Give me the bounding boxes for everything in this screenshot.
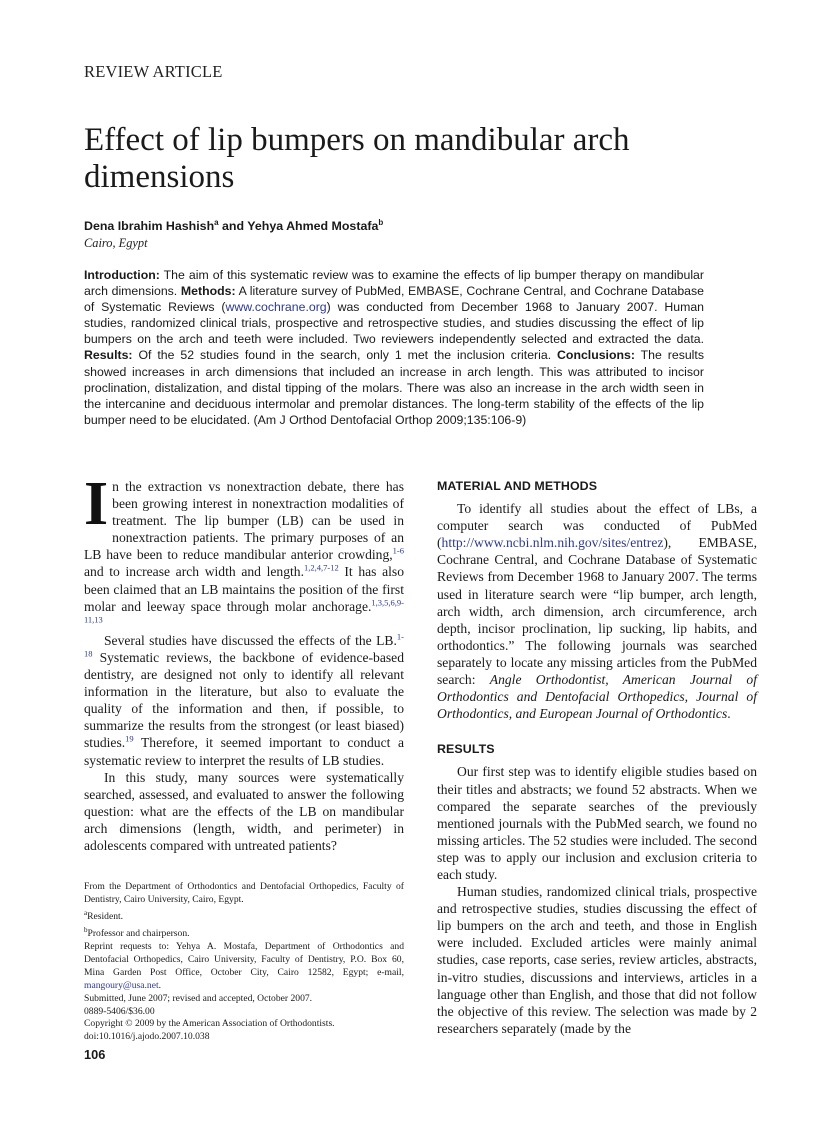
author-joiner: and bbox=[218, 219, 248, 234]
abstract-label-methods: Methods: bbox=[180, 284, 236, 299]
paragraph-text: It has also been claimed that an LB maintains the position of the first molar and leeway space through molar anchorage. bbox=[84, 564, 404, 614]
paragraph-text: To identify all studies about the effect of LBs, a computer search was conducted of PubMed ( bbox=[437, 501, 757, 551]
affiliation-mark: b bbox=[378, 218, 384, 227]
drop-cap: I bbox=[84, 470, 109, 538]
citation-ref[interactable]: 1-6 bbox=[392, 545, 404, 556]
footnote-text: . bbox=[158, 979, 162, 991]
citation-ref[interactable]: 1,3,5,6,9-11,13 bbox=[84, 597, 404, 625]
footnote-department: From the Department of Orthodontics and Dentofacial Orthopedics, Faculty of Dentistry, Cairo University, Cairo, Egypt. bbox=[84, 881, 404, 905]
abstract-methods: A literature survey of PubMed, EMBASE, Cochrane Central, and Cochrane Database of Systematic Reviews ( bbox=[84, 284, 704, 315]
paragraph-text: . bbox=[727, 706, 731, 722]
section-heading-results: RESULTS bbox=[437, 742, 495, 757]
author-line bbox=[84, 218, 383, 233]
journal-list: Angle Orthodontist, American Journal of Orthodontics and Dentofacial Orthopedics, Journal of Orthodontics, and European Journal of Orthodontics bbox=[437, 672, 757, 722]
paragraph-text: Several studies have discussed the effects of the LB. bbox=[104, 632, 397, 648]
pubmed-link[interactable]: http://www.ncbi.nlm.nih.gov/sites/entrez bbox=[441, 535, 664, 551]
abstract-introduction: The aim of this systematic review was to examine the effects of lip bumper therapy on mandibular arch dimensions. bbox=[84, 268, 704, 299]
footnote-reprint bbox=[84, 941, 404, 993]
abstract-label-conclusions: Conclusions: bbox=[557, 348, 635, 363]
author-location: Cairo, Egypt bbox=[84, 236, 148, 250]
footnote-a bbox=[84, 907, 404, 924]
author-name: Yehya Ahmed Mostafa bbox=[247, 219, 379, 234]
footnote-submitted: Submitted, June 2007; revised and accepted, October 2007. bbox=[84, 992, 313, 1004]
cochrane-link[interactable]: www.cochrane.org bbox=[225, 300, 327, 315]
article-title: Effect of lip bumpers on mandibular arch dimensions bbox=[84, 122, 630, 195]
abstract-label-introduction: Introduction: bbox=[84, 268, 160, 282]
email-link[interactable]: mangoury@usa.net bbox=[84, 979, 159, 991]
abstract-label-results: Results: bbox=[84, 348, 133, 363]
page-number: 106 bbox=[84, 1047, 106, 1062]
section-heading-methods: MATERIAL AND METHODS bbox=[437, 479, 598, 493]
section-tag: REVIEW ARTICLE bbox=[84, 62, 223, 81]
abstract bbox=[84, 267, 704, 428]
paragraph-text: Therefore, it seemed important to conduct a systematic review to interpret the results of LB studies. bbox=[84, 735, 404, 768]
footnote-doi: doi:10.1016/j.ajodo.2007.10.038 bbox=[84, 1031, 210, 1043]
paragraph-text: n the extraction vs nonextraction debate, there has been growing interest in nonextraction modalities of treatment. The lip bumper (LB) can be used in nonextraction patients. The primary purposes of an LB have been to reduce mandibular anterior crowding, bbox=[84, 479, 404, 563]
footnote-text: Reprint requests to: Yehya A. Mostafa, Department of Orthodontics and Dentofacial Orthopedics, Cairo University, Faculty of Dentistry, P.O. Box 60, Mina Garden Post Office, October City, Cairo 12582, Egypt; e-mail, bbox=[84, 941, 404, 978]
results-paragraph-2: Human studies, randomized clinical trials, prospective and retrospective studies, studies discussing the effect of lip bumpers on the arch and teeth, and those in English were included. Excluded articles were mainly animal studies, case reports, case series, review articles, abstracts, in-vitro studies, discussions and interviews, articles in a language other than English, and those that did not follow the objective of this review. The selection was made by 2 researchers separately (made by the bbox=[437, 884, 757, 1036]
left-column bbox=[84, 470, 404, 854]
results-paragraph-1: Our first step was to identify eligible studies based on their titles and abstracts; we found 52 abstracts. When we compared the separate searches of the previously mentioned journals with the PubMed search, we found no missing articles. The 52 studies were included. The second step was to apply our inclusion and exclusion criteria to each study. bbox=[437, 764, 757, 882]
affiliation-mark: a bbox=[214, 218, 219, 227]
footnote-price: 0889-5406/$36.00 bbox=[84, 1005, 155, 1017]
footnote-b bbox=[84, 924, 404, 941]
footnotes bbox=[84, 881, 404, 1044]
intro-paragraph-2 bbox=[84, 632, 404, 769]
author-name: Dena Ibrahim Hashish bbox=[84, 219, 215, 234]
footnote-text: Professor and chairperson. bbox=[87, 928, 190, 940]
footnote-copyright: Copyright © 2009 by the American Association of Orthodontists. bbox=[84, 1018, 335, 1030]
methods-paragraph-1 bbox=[437, 500, 757, 722]
paragraph-text: Systematic reviews, the backbone of evidence-based dentistry, are designed not only to identify all relevant information in the literature, but also to evaluate the quality of the information and then, if possible, to summarize the results from the strongest (or least biased) studies. bbox=[84, 649, 404, 751]
abstract-conclusions: The results showed increases in arch dimensions that included an increase in arch length. This was attributed to incisor proclination, distalization, and distal tipping of the molars. There was also an increase in the arch width seen in the intercanine and deciduous intermolar and premolar distances. The long-term stability of the effects of the lip bumper need to be elucidated. (Am J Orthod Dentofacial Orthop 2009;135:106-9) bbox=[84, 348, 704, 427]
intro-paragraph-1 bbox=[84, 470, 404, 632]
right-column bbox=[437, 478, 757, 1037]
abstract-results: Of the 52 studies found in the search, only 1 met the inclusion criteria. bbox=[132, 348, 558, 363]
citation-ref[interactable]: 19 bbox=[125, 733, 134, 744]
footnote-mark: b bbox=[84, 925, 88, 934]
abstract-methods-cont: ) was conducted from December 1968 to January 2007. Human studies, randomized clinical trials, prospective and retrospective studies, and studies discussing the effect of lip bumpers on the arch and teeth were included. Two reviewers independently selected and extracted the data. bbox=[84, 300, 705, 347]
paragraph-text: and to increase arch width and length. bbox=[84, 564, 304, 580]
paragraph-text: ), EMBASE, Cochrane Central, and Cochrane Database of Systematic Reviews from December 1968 to January 2007. The terms used in literature search were “lip bumper, arch length, arch width, arch dimension, arch circumference, arch depth, incisor proclination, lip sucking, lip habits, and orthodontics.” The following journals was searched separately to locate any missing articles from the PubMed search: bbox=[437, 535, 757, 688]
citation-ref[interactable]: 1,2,4,7-12 bbox=[304, 562, 339, 573]
footnote-text: Resident. bbox=[87, 911, 124, 922]
intro-paragraph-3: In this study, many sources were systematically searched, assessed, and evaluated to answer the following question: what are the effects of the LB on mandibular arch dimensions (length, width, and perimeter) in adolescents compared with untreated patients? bbox=[84, 769, 404, 853]
footnote-mark: a bbox=[84, 908, 88, 917]
citation-ref[interactable]: 1-18 bbox=[84, 631, 404, 659]
